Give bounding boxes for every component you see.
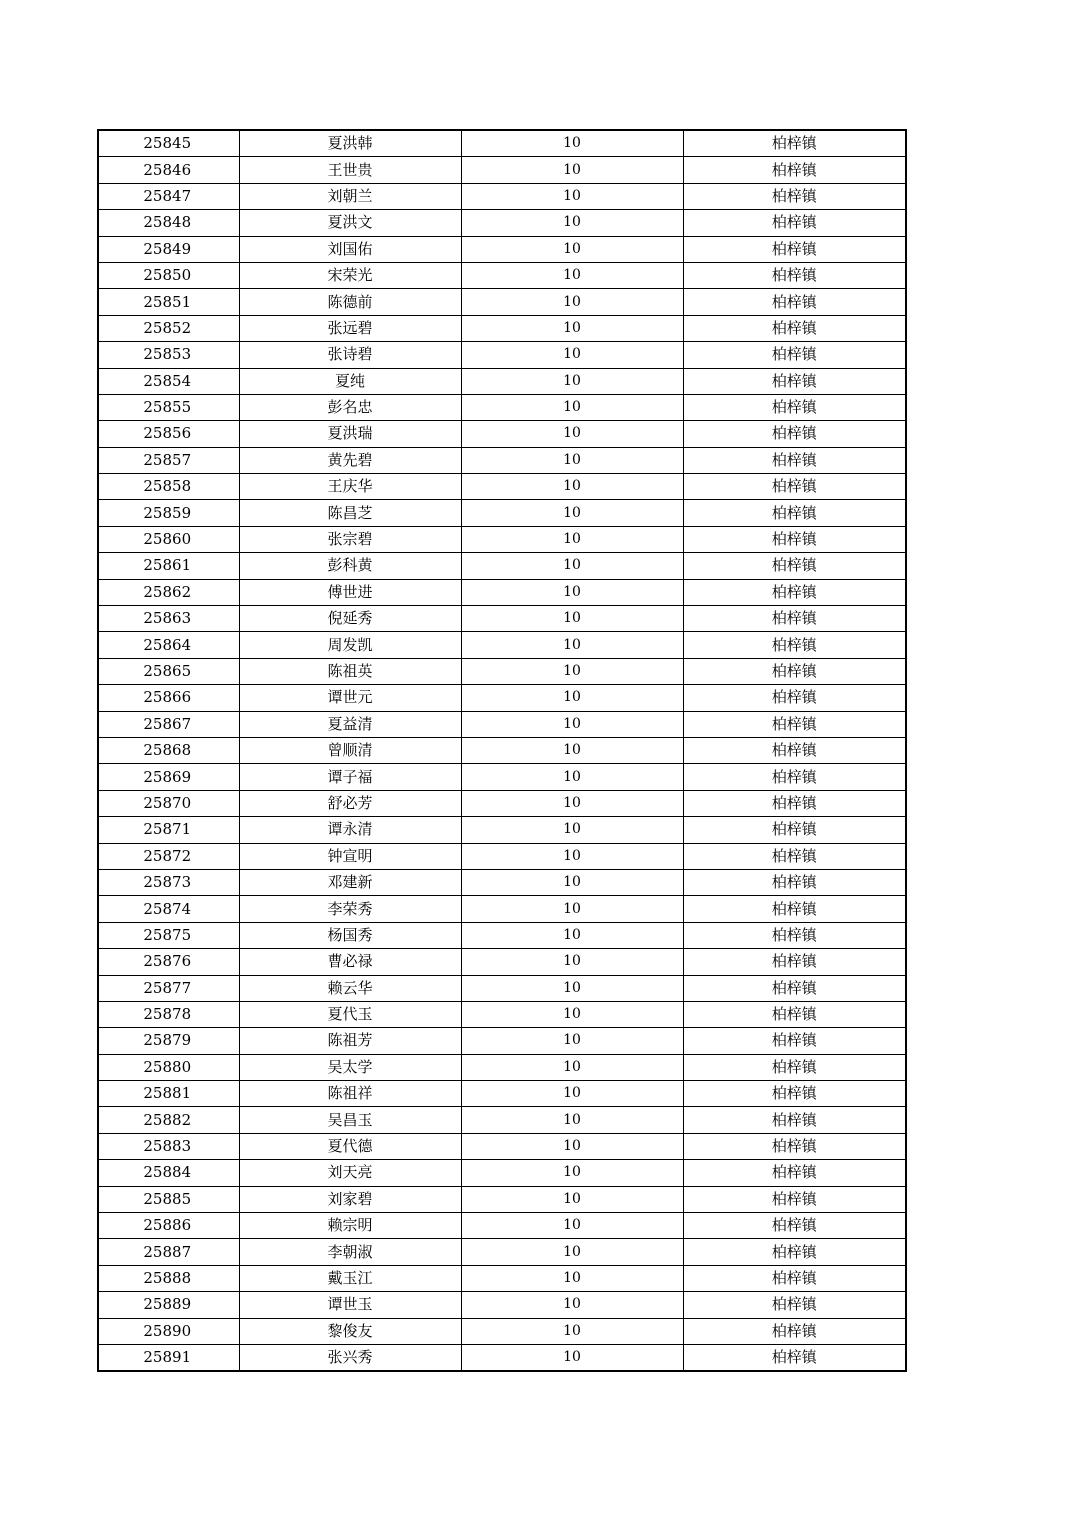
table-row [98,526,906,552]
record-number-cell: 25874 [98,896,239,922]
town-cell: 柏梓镇 [683,1160,906,1186]
town-cell: 柏梓镇 [683,315,906,341]
amount-cell: 10 [461,1265,683,1291]
records-table [97,129,907,1372]
table-row [98,1107,906,1133]
amount-cell: 10 [461,737,683,763]
name-cell: 张宗碧 [239,526,461,552]
name-cell: 舒必芳 [239,790,461,816]
name-cell: 陈德前 [239,289,461,315]
amount-cell: 10 [461,1213,683,1239]
name-cell: 戴玉江 [239,1265,461,1291]
record-number-cell: 25868 [98,737,239,763]
town-cell: 柏梓镇 [683,949,906,975]
table-row [98,790,906,816]
name-cell: 张诗碧 [239,342,461,368]
table-row [98,157,906,183]
record-number-cell: 25866 [98,685,239,711]
table-row [98,236,906,262]
amount-cell: 10 [461,315,683,341]
amount-cell: 10 [461,1001,683,1027]
table-row [98,183,906,209]
name-cell: 陈祖祥 [239,1081,461,1107]
town-cell: 柏梓镇 [683,262,906,288]
name-cell: 谭世元 [239,685,461,711]
town-cell: 柏梓镇 [683,368,906,394]
table-row [98,262,906,288]
town-cell: 柏梓镇 [683,843,906,869]
town-cell: 柏梓镇 [683,1265,906,1291]
table-row [98,1028,906,1054]
amount-cell: 10 [461,817,683,843]
name-cell: 吴昌玉 [239,1107,461,1133]
town-cell: 柏梓镇 [683,896,906,922]
record-number-cell: 25889 [98,1292,239,1318]
record-number-cell: 25881 [98,1081,239,1107]
table-row [98,474,906,500]
table-row [98,843,906,869]
name-cell: 刘朝兰 [239,183,461,209]
town-cell: 柏梓镇 [683,1028,906,1054]
town-cell: 柏梓镇 [683,869,906,895]
table-row [98,1160,906,1186]
amount-cell: 10 [461,1239,683,1265]
name-cell: 曹必禄 [239,949,461,975]
amount-cell: 10 [461,1028,683,1054]
amount-cell: 10 [461,394,683,420]
amount-cell: 10 [461,262,683,288]
name-cell: 倪延秀 [239,606,461,632]
name-cell: 陈祖芳 [239,1028,461,1054]
table-row [98,1186,906,1212]
table-row [98,606,906,632]
amount-cell: 10 [461,1054,683,1080]
name-cell: 黎俊友 [239,1318,461,1344]
town-cell: 柏梓镇 [683,632,906,658]
amount-cell: 10 [461,553,683,579]
name-cell: 夏洪文 [239,210,461,236]
name-cell: 杨国秀 [239,922,461,948]
amount-cell: 10 [461,500,683,526]
amount-cell: 10 [461,474,683,500]
record-number-cell: 25869 [98,764,239,790]
record-number-cell: 25849 [98,236,239,262]
name-cell: 黄先碧 [239,447,461,473]
table-row [98,1265,906,1291]
amount-cell: 10 [461,1107,683,1133]
table-row [98,764,906,790]
amount-cell: 10 [461,1186,683,1212]
name-cell: 赖宗明 [239,1213,461,1239]
town-cell: 柏梓镇 [683,1344,906,1371]
amount-cell: 10 [461,869,683,895]
table-row [98,817,906,843]
town-cell: 柏梓镇 [683,606,906,632]
record-number-cell: 25857 [98,447,239,473]
amount-cell: 10 [461,236,683,262]
name-cell: 夏代德 [239,1133,461,1159]
name-cell: 谭世玉 [239,1292,461,1318]
name-cell: 王世贵 [239,157,461,183]
table-row [98,922,906,948]
town-cell: 柏梓镇 [683,975,906,1001]
town-cell: 柏梓镇 [683,421,906,447]
table-row [98,975,906,1001]
amount-cell: 10 [461,658,683,684]
amount-cell: 10 [461,289,683,315]
table-row [98,210,906,236]
record-number-cell: 25887 [98,1239,239,1265]
record-number-cell: 25845 [98,130,239,157]
amount-cell: 10 [461,368,683,394]
town-cell: 柏梓镇 [683,394,906,420]
record-number-cell: 25867 [98,711,239,737]
record-number-cell: 25860 [98,526,239,552]
town-cell: 柏梓镇 [683,1054,906,1080]
town-cell: 柏梓镇 [683,236,906,262]
town-cell: 柏梓镇 [683,183,906,209]
name-cell: 刘国佑 [239,236,461,262]
town-cell: 柏梓镇 [683,1107,906,1133]
record-number-cell: 25875 [98,922,239,948]
name-cell: 周发凯 [239,632,461,658]
name-cell: 傅世进 [239,579,461,605]
record-number-cell: 25864 [98,632,239,658]
town-cell: 柏梓镇 [683,1081,906,1107]
town-cell: 柏梓镇 [683,474,906,500]
table-row [98,737,906,763]
town-cell: 柏梓镇 [683,711,906,737]
record-number-cell: 25882 [98,1107,239,1133]
record-number-cell: 25878 [98,1001,239,1027]
record-number-cell: 25854 [98,368,239,394]
town-cell: 柏梓镇 [683,157,906,183]
town-cell: 柏梓镇 [683,447,906,473]
table-row [98,658,906,684]
name-cell: 刘家碧 [239,1186,461,1212]
amount-cell: 10 [461,632,683,658]
record-number-cell: 25865 [98,658,239,684]
records-table-body [98,130,906,1371]
name-cell: 曾顺清 [239,737,461,763]
name-cell: 张远碧 [239,315,461,341]
record-number-cell: 25871 [98,817,239,843]
table-row [98,1213,906,1239]
record-number-cell: 25880 [98,1054,239,1080]
name-cell: 彭科黄 [239,553,461,579]
town-cell: 柏梓镇 [683,1318,906,1344]
name-cell: 夏洪瑞 [239,421,461,447]
town-cell: 柏梓镇 [683,210,906,236]
table-row [98,1001,906,1027]
record-number-cell: 25862 [98,579,239,605]
record-number-cell: 25856 [98,421,239,447]
record-number-cell: 25855 [98,394,239,420]
record-number-cell: 25853 [98,342,239,368]
table-row [98,315,906,341]
record-number-cell: 25876 [98,949,239,975]
amount-cell: 10 [461,843,683,869]
town-cell: 柏梓镇 [683,553,906,579]
table-row [98,685,906,711]
table-row [98,869,906,895]
record-number-cell: 25859 [98,500,239,526]
name-cell: 李朝淑 [239,1239,461,1265]
record-number-cell: 25851 [98,289,239,315]
amount-cell: 10 [461,447,683,473]
town-cell: 柏梓镇 [683,764,906,790]
name-cell: 夏代玉 [239,1001,461,1027]
name-cell: 吴太学 [239,1054,461,1080]
record-number-cell: 25873 [98,869,239,895]
record-number-cell: 25870 [98,790,239,816]
record-number-cell: 25850 [98,262,239,288]
amount-cell: 10 [461,606,683,632]
record-number-cell: 25877 [98,975,239,1001]
name-cell: 张兴秀 [239,1344,461,1371]
amount-cell: 10 [461,896,683,922]
amount-cell: 10 [461,342,683,368]
table-row [98,949,906,975]
record-number-cell: 25886 [98,1213,239,1239]
record-number-cell: 25891 [98,1344,239,1371]
table-row [98,1081,906,1107]
amount-cell: 10 [461,130,683,157]
town-cell: 柏梓镇 [683,579,906,605]
amount-cell: 10 [461,711,683,737]
record-number-cell: 25883 [98,1133,239,1159]
town-cell: 柏梓镇 [683,289,906,315]
table-row [98,896,906,922]
name-cell: 谭永清 [239,817,461,843]
town-cell: 柏梓镇 [683,526,906,552]
town-cell: 柏梓镇 [683,130,906,157]
name-cell: 夏纯 [239,368,461,394]
name-cell: 刘天亮 [239,1160,461,1186]
record-number-cell: 25861 [98,553,239,579]
amount-cell: 10 [461,975,683,1001]
table-row [98,500,906,526]
amount-cell: 10 [461,1344,683,1371]
amount-cell: 10 [461,526,683,552]
amount-cell: 10 [461,1292,683,1318]
town-cell: 柏梓镇 [683,922,906,948]
table-row [98,711,906,737]
name-cell: 李荣秀 [239,896,461,922]
table-row [98,1344,906,1371]
table-row [98,130,906,157]
town-cell: 柏梓镇 [683,737,906,763]
amount-cell: 10 [461,1318,683,1344]
name-cell: 邓建新 [239,869,461,895]
record-number-cell: 25847 [98,183,239,209]
record-number-cell: 25852 [98,315,239,341]
amount-cell: 10 [461,790,683,816]
amount-cell: 10 [461,1160,683,1186]
amount-cell: 10 [461,579,683,605]
name-cell: 谭子福 [239,764,461,790]
record-number-cell: 25879 [98,1028,239,1054]
table-row [98,1054,906,1080]
table-row [98,1318,906,1344]
table-row [98,632,906,658]
town-cell: 柏梓镇 [683,790,906,816]
record-number-cell: 25858 [98,474,239,500]
amount-cell: 10 [461,421,683,447]
record-number-cell: 25863 [98,606,239,632]
table-row [98,553,906,579]
table-row [98,1133,906,1159]
name-cell: 钟宣明 [239,843,461,869]
record-number-cell: 25890 [98,1318,239,1344]
record-number-cell: 25872 [98,843,239,869]
amount-cell: 10 [461,183,683,209]
name-cell: 彭名忠 [239,394,461,420]
record-number-cell: 25846 [98,157,239,183]
name-cell: 宋荣光 [239,262,461,288]
table-row [98,421,906,447]
table-row [98,1239,906,1265]
amount-cell: 10 [461,764,683,790]
amount-cell: 10 [461,922,683,948]
town-cell: 柏梓镇 [683,658,906,684]
town-cell: 柏梓镇 [683,1133,906,1159]
name-cell: 陈昌芝 [239,500,461,526]
name-cell: 夏益清 [239,711,461,737]
table-row [98,447,906,473]
table-row [98,579,906,605]
town-cell: 柏梓镇 [683,1213,906,1239]
amount-cell: 10 [461,210,683,236]
name-cell: 陈祖英 [239,658,461,684]
town-cell: 柏梓镇 [683,342,906,368]
table-row [98,342,906,368]
town-cell: 柏梓镇 [683,817,906,843]
town-cell: 柏梓镇 [683,1001,906,1027]
amount-cell: 10 [461,1081,683,1107]
record-number-cell: 25885 [98,1186,239,1212]
name-cell: 王庆华 [239,474,461,500]
amount-cell: 10 [461,1133,683,1159]
town-cell: 柏梓镇 [683,1239,906,1265]
amount-cell: 10 [461,949,683,975]
table-row [98,394,906,420]
town-cell: 柏梓镇 [683,500,906,526]
amount-cell: 10 [461,685,683,711]
name-cell: 夏洪韩 [239,130,461,157]
town-cell: 柏梓镇 [683,1186,906,1212]
record-number-cell: 25884 [98,1160,239,1186]
record-number-cell: 25848 [98,210,239,236]
town-cell: 柏梓镇 [683,685,906,711]
name-cell: 赖云华 [239,975,461,1001]
amount-cell: 10 [461,157,683,183]
record-number-cell: 25888 [98,1265,239,1291]
town-cell: 柏梓镇 [683,1292,906,1318]
table-row [98,289,906,315]
table-row [98,368,906,394]
table-row [98,1292,906,1318]
